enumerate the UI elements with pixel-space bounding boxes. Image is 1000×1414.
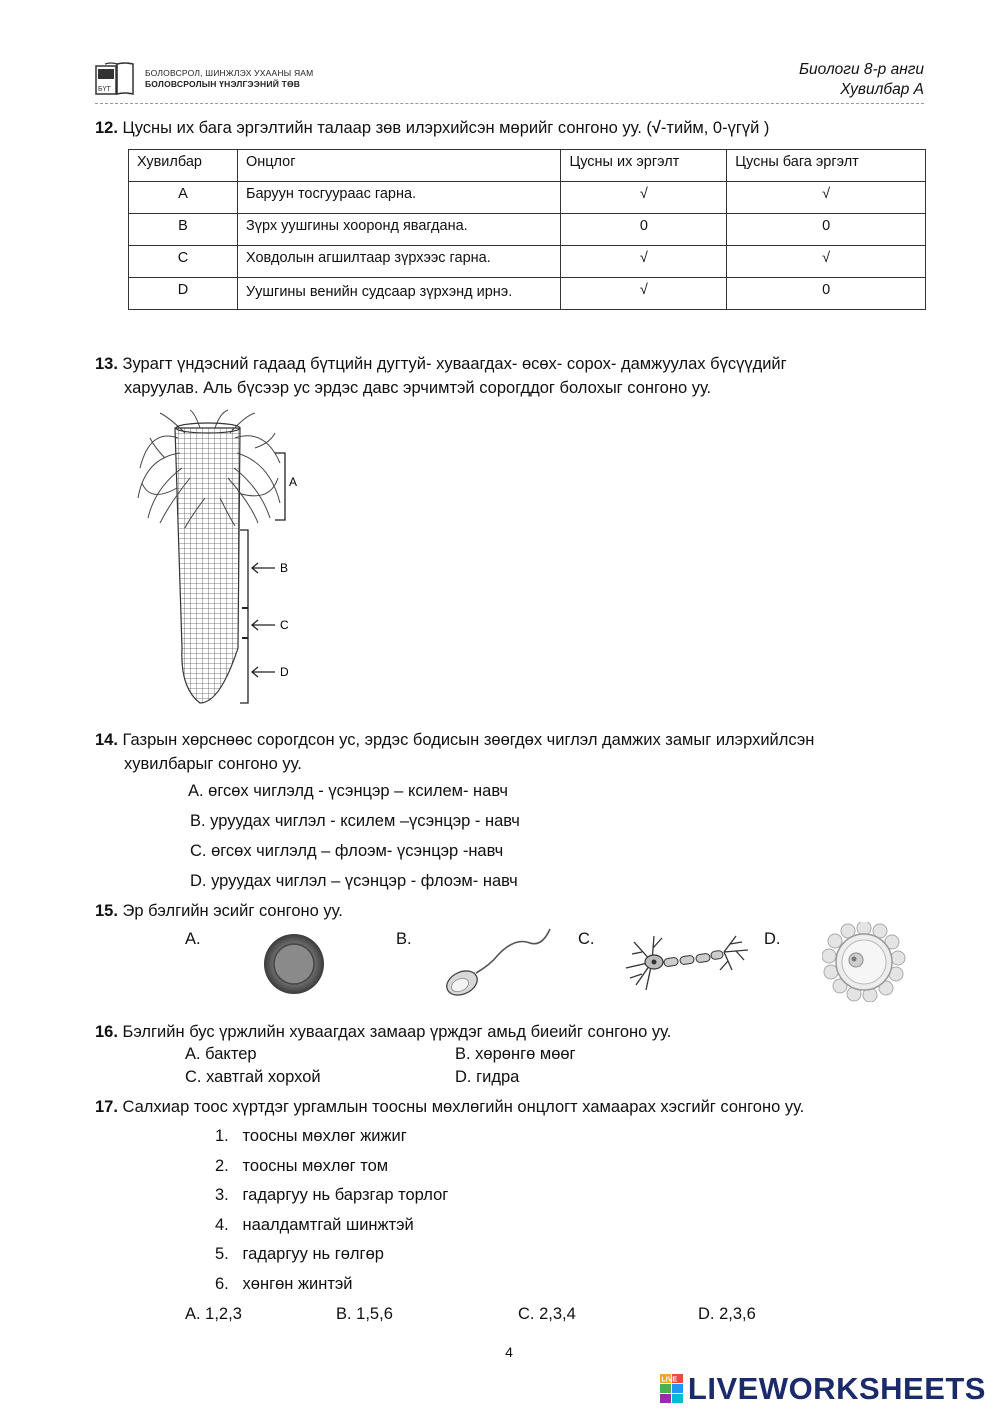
list-item: [215, 1184, 448, 1206]
table-header-cell: Цусны бага эргэлт: [727, 150, 926, 182]
table-cell-big: 0: [561, 214, 727, 246]
neuron-icon[interactable]: [624, 930, 754, 992]
list-item-text: тоосны мөхлөг том: [242, 1157, 389, 1175]
header-divider: [95, 103, 924, 104]
label-C: C: [280, 618, 289, 632]
org-line1: БОЛОВСРОЛ, ШИНЖЛЭХ УХААНЫ ЯАМ: [145, 68, 314, 78]
q15-text: Эр бэлгийн эсийг сонгоно уу.: [122, 902, 343, 920]
q13-line1: Зурагт үндэсний гадаад бүтцийн дугтуй- хуваагдах- өсөх- сорох- дамжуулах бүсүүдийг: [122, 355, 787, 373]
q13-line2: харуулав. Аль бүсээр ус эрдэс давс эрчимтэй сорогддог болохыг сонгоно уу.: [124, 379, 712, 397]
q15-number: 15.: [95, 902, 118, 920]
table-cell-small: √: [727, 182, 926, 214]
table-cell-feature: Зүрх уушгины хооронд явагдана.: [237, 214, 561, 246]
q15-label-b[interactable]: B.: [396, 930, 412, 948]
q14-line1: Газрын хөрснөөс сорогдсон ус, эрдэс бодисын зөөгдөх чиглэл дамжих замыг илэрхийлсэн: [122, 731, 815, 749]
q12-number: 12.: [95, 119, 118, 137]
org-line2: БОЛОВСРОЛЫН ҮНЭЛГЭЭНИЙ ТӨВ: [145, 79, 301, 89]
q16-option-b[interactable]: B. хөрөнгө мөөг: [455, 1045, 576, 1063]
red-blood-cell-icon[interactable]: [262, 932, 326, 996]
q14-option-b[interactable]: B. уруудах чиглэл - ксилем –үсэнцэр - навч: [190, 812, 520, 830]
label-D: D: [280, 665, 289, 679]
q12-stem: [95, 116, 769, 140]
q16-text: Бэлгийн бус үржлийн хуваагдах замаар үрждэг амьд биеийг сонгоно уу.: [122, 1023, 672, 1041]
subject-title: Биологи 8-р анги: [798, 61, 924, 78]
egg-cell-icon[interactable]: [822, 922, 906, 1002]
q17-answer-c[interactable]: C. 2,3,4: [518, 1305, 576, 1323]
q14-option-a[interactable]: A. өгсөх чиглэлд - үсэнцэр – ксилем- навч: [188, 782, 508, 800]
q17-answer-a[interactable]: A. 1,2,3: [185, 1305, 242, 1323]
table-cell-small: 0: [727, 214, 926, 246]
table-cell-variant: B: [129, 214, 238, 246]
q17-number: 17.: [95, 1098, 118, 1116]
root-zones-diagram: [130, 408, 320, 708]
q12-text3: -үгүй ): [722, 119, 770, 137]
q17-answer-d[interactable]: D. 2,3,6: [698, 1305, 756, 1323]
label-B: B: [280, 561, 289, 575]
q15-stem: [95, 899, 343, 923]
q16-option-c[interactable]: C. хавтгай хорхой: [185, 1068, 321, 1086]
list-item-number: 1.: [215, 1127, 229, 1145]
list-item-text: гадаргуу нь барзгар торлог: [242, 1186, 449, 1204]
liveworksheets-text: LIVEWORKSHEETS: [687, 1371, 986, 1406]
list-item: [215, 1273, 353, 1295]
list-item-number: 3.: [215, 1186, 229, 1204]
logo-text: БҮТ: [98, 86, 111, 93]
header-org: [95, 60, 313, 98]
table-cell-feature: Ховдолын агшилтаар зүрхээс гарна.: [237, 246, 561, 278]
header-right: [799, 60, 924, 100]
ministry-logo-icon: [95, 60, 139, 98]
list-item: [215, 1214, 414, 1236]
table-cell-big: √: [561, 182, 727, 214]
list-item: [215, 1155, 388, 1177]
brand-small-text: LIVE: [661, 1376, 677, 1384]
q14-line2: хувилбарыг сонгоно уу.: [124, 755, 302, 773]
q14-number: 14.: [95, 731, 118, 749]
q13-stem: [95, 352, 955, 400]
table-header-cell: Хувилбар: [129, 150, 238, 182]
table-header-cell: Онцлог: [237, 150, 561, 182]
table-cell-big: √: [561, 278, 727, 310]
list-item-text: тоосны мөхлөг жижиг: [242, 1127, 407, 1145]
table-cell-big: √: [561, 246, 727, 278]
page-number: 4: [505, 1344, 513, 1360]
table-cell-feature: Баруун тосгуураас гарна.: [237, 182, 561, 214]
variant-title: Хувилбар А: [840, 81, 924, 98]
q15-label-d[interactable]: D.: [764, 930, 781, 948]
table-row: [129, 214, 926, 246]
table-cell-variant: D: [129, 278, 238, 310]
q14-option-d[interactable]: D. уруудах чиглэл – үсэнцэр - флоэм- навч: [190, 872, 518, 890]
q13-number: 13.: [95, 355, 118, 373]
list-item: [215, 1243, 384, 1265]
list-item-number: 2.: [215, 1157, 229, 1175]
q12-zero: 0: [712, 119, 723, 137]
q14-stem: [95, 728, 955, 776]
table-cell-small: √: [727, 246, 926, 278]
list-item-text: хөнгөн жинтэй: [242, 1275, 353, 1293]
q16-option-d[interactable]: D. гидра: [455, 1068, 520, 1086]
list-item-number: 5.: [215, 1245, 229, 1263]
table-cell-variant: C: [129, 246, 238, 278]
label-A: A: [289, 475, 298, 489]
q12-text2: -тийм,: [660, 119, 713, 137]
list-item: [215, 1125, 407, 1147]
q15-label-a[interactable]: A.: [185, 930, 201, 948]
q17-answer-b[interactable]: B. 1,5,6: [336, 1305, 393, 1323]
liveworksheets-logo[interactable]: [660, 1371, 986, 1407]
q14-option-c[interactable]: C. өгсөх чиглэлд – флоэм- үсэнцэр -навч: [190, 842, 504, 860]
q17-text: Салхиар тоос хүртдэг ургамлын тоосны мөхлөгийн онцлогт хамаарах хэсгийг сонгоно уу.: [122, 1098, 805, 1116]
q16-option-a[interactable]: A. бактер: [185, 1045, 257, 1063]
q17-stem: [95, 1095, 804, 1119]
liveworksheets-blocks-icon: [660, 1374, 684, 1404]
table-cell-small: 0: [727, 278, 926, 310]
table-row: [129, 278, 926, 310]
root-body: [175, 428, 240, 703]
q12-table: [128, 149, 926, 310]
q12-text: Цусны их бага эргэлтийн талаар зөв илэрхийсэн мөрийг сонгоно уу. (: [122, 119, 652, 137]
table-cell-feature: Уушгины венийн судсаар зүрхэнд ирнэ.: [237, 278, 561, 310]
table-row: [129, 246, 926, 278]
q16-number: 16.: [95, 1023, 118, 1041]
q16-stem: [95, 1020, 671, 1044]
table-row: [129, 182, 926, 214]
list-item-number: 4.: [215, 1216, 229, 1234]
list-item-number: 6.: [215, 1275, 229, 1293]
list-item-text: гадаргуу нь гөлгөр: [242, 1245, 384, 1263]
table-cell-variant: A: [129, 182, 238, 214]
sperm-cell-icon[interactable]: [440, 925, 555, 1005]
table-header-row: [129, 150, 926, 182]
table-header-cell: Цусны их эргэлт: [561, 150, 727, 182]
list-item-text: наалдамтгай шинжтэй: [242, 1216, 414, 1234]
q15-label-c[interactable]: C.: [578, 930, 595, 948]
q12-check-symbol: √: [651, 119, 661, 137]
